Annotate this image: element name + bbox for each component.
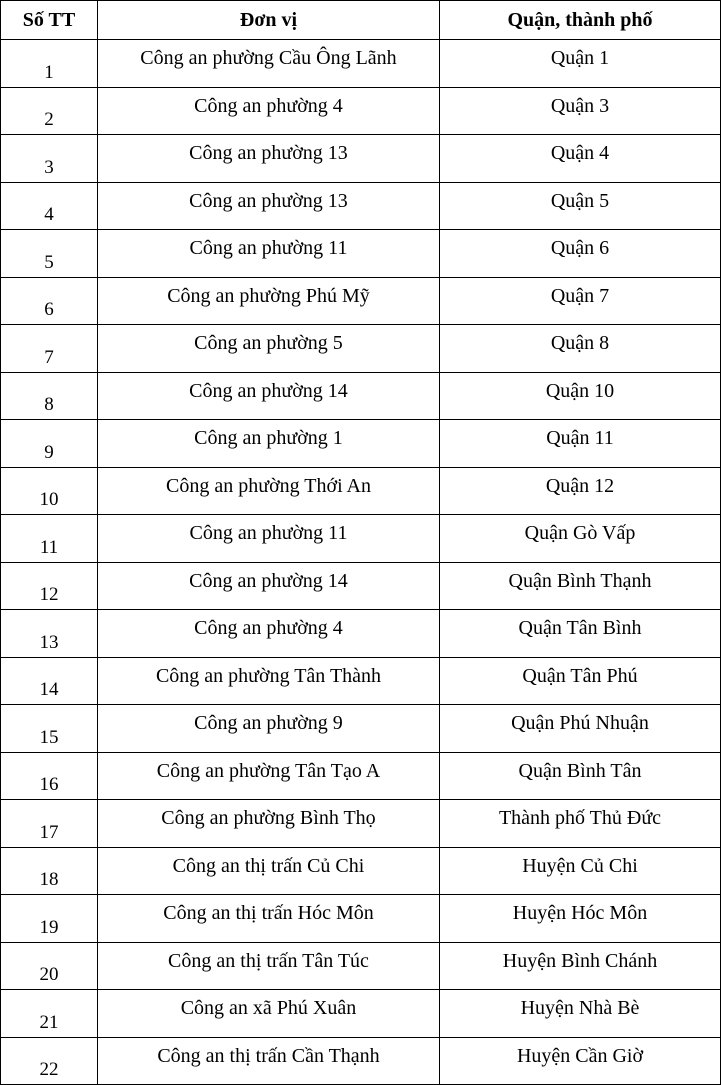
row-index-cell: 7: [1, 325, 98, 373]
district-cell: Huyện Cần Giờ: [440, 1037, 721, 1085]
district-cell: Quận Bình Tân: [440, 752, 721, 800]
unit-name-cell: Công an phường Phú Mỹ: [98, 277, 440, 325]
district-cell: Quận 10: [440, 372, 721, 420]
district-cell: Thành phố Thủ Đức: [440, 800, 721, 848]
unit-name-cell: Công an phường Thới An: [98, 467, 440, 515]
unit-name-cell: Công an phường 11: [98, 230, 440, 278]
district-cell: Quận 8: [440, 325, 721, 373]
table-row: [1, 1037, 721, 1085]
row-index-cell: 2: [1, 87, 98, 135]
table-row: [1, 182, 721, 230]
row-index-cell: 17: [1, 800, 98, 848]
unit-name-cell: Công an phường Tân Tạo A: [98, 752, 440, 800]
header-index: Số TT: [1, 1, 98, 40]
district-cell: Quận 1: [440, 40, 721, 88]
district-cell: Huyện Bình Chánh: [440, 942, 721, 990]
district-cell: Quận 12: [440, 467, 721, 515]
district-cell: Quận Gò Vấp: [440, 515, 721, 563]
table-row: [1, 515, 721, 563]
unit-name-cell: Công an xã Phú Xuân: [98, 990, 440, 1038]
table-row: [1, 800, 721, 848]
row-index-cell: 22: [1, 1037, 98, 1085]
unit-name-cell: Công an phường 13: [98, 182, 440, 230]
table-row: [1, 325, 721, 373]
unit-name-cell: Công an phường 4: [98, 610, 440, 658]
unit-name-cell: Công an phường Bình Thọ: [98, 800, 440, 848]
unit-name-cell: Công an phường 9: [98, 705, 440, 753]
district-cell: Quận Tân Phú: [440, 657, 721, 705]
unit-name-cell: Công an thị trấn Cần Thạnh: [98, 1037, 440, 1085]
district-cell: Quận 6: [440, 230, 721, 278]
table-row: [1, 705, 721, 753]
table-row: [1, 135, 721, 183]
table-row: [1, 847, 721, 895]
row-index-cell: 20: [1, 942, 98, 990]
row-index-cell: 15: [1, 705, 98, 753]
table-row: [1, 40, 721, 88]
table-row: [1, 420, 721, 468]
row-index-cell: 5: [1, 230, 98, 278]
unit-name-cell: Công an phường Tân Thành: [98, 657, 440, 705]
district-cell: Huyện Hóc Môn: [440, 895, 721, 943]
row-index-cell: 10: [1, 467, 98, 515]
unit-name-cell: Công an thị trấn Hóc Môn: [98, 895, 440, 943]
table-row: [1, 87, 721, 135]
row-index-cell: 8: [1, 372, 98, 420]
row-index-cell: 9: [1, 420, 98, 468]
unit-name-cell: Công an phường 14: [98, 562, 440, 610]
row-index-cell: 12: [1, 562, 98, 610]
district-cell: Quận Bình Thạnh: [440, 562, 721, 610]
table-row: [1, 895, 721, 943]
table-row: [1, 562, 721, 610]
header-district: Quận, thành phố: [440, 1, 721, 40]
district-cell: Huyện Củ Chi: [440, 847, 721, 895]
row-index-cell: 1: [1, 40, 98, 88]
unit-name-cell: Công an phường 14: [98, 372, 440, 420]
district-cell: Quận 7: [440, 277, 721, 325]
unit-name-cell: Công an phường 1: [98, 420, 440, 468]
unit-name-cell: Công an phường 5: [98, 325, 440, 373]
row-index-cell: 13: [1, 610, 98, 658]
district-cell: Quận Phú Nhuận: [440, 705, 721, 753]
district-cell: Quận 5: [440, 182, 721, 230]
row-index-cell: 3: [1, 135, 98, 183]
unit-name-cell: Công an phường Cầu Ông Lãnh: [98, 40, 440, 88]
row-index-cell: 21: [1, 990, 98, 1038]
row-index-cell: 14: [1, 657, 98, 705]
unit-name-cell: Công an phường 11: [98, 515, 440, 563]
unit-name-cell: Công an thị trấn Củ Chi: [98, 847, 440, 895]
district-cell: Quận Tân Bình: [440, 610, 721, 658]
district-cell: Huyện Nhà Bè: [440, 990, 721, 1038]
table-header-row: [1, 1, 721, 40]
row-index-cell: 6: [1, 277, 98, 325]
table-row: [1, 990, 721, 1038]
row-index-cell: 11: [1, 515, 98, 563]
unit-name-cell: Công an thị trấn Tân Túc: [98, 942, 440, 990]
unit-name-cell: Công an phường 13: [98, 135, 440, 183]
table-row: [1, 277, 721, 325]
row-index-cell: 19: [1, 895, 98, 943]
table-row: [1, 752, 721, 800]
table-body: [1, 40, 721, 1085]
table-row: [1, 372, 721, 420]
row-index-cell: 16: [1, 752, 98, 800]
district-cell: Quận 11: [440, 420, 721, 468]
unit-name-cell: Công an phường 4: [98, 87, 440, 135]
row-index-cell: 18: [1, 847, 98, 895]
district-cell: Quận 4: [440, 135, 721, 183]
table-row: [1, 467, 721, 515]
table-row: [1, 657, 721, 705]
table-row: [1, 942, 721, 990]
district-cell: Quận 3: [440, 87, 721, 135]
table-row: [1, 230, 721, 278]
row-index-cell: 4: [1, 182, 98, 230]
table-row: [1, 610, 721, 658]
header-unit: Đơn vị: [98, 1, 440, 40]
